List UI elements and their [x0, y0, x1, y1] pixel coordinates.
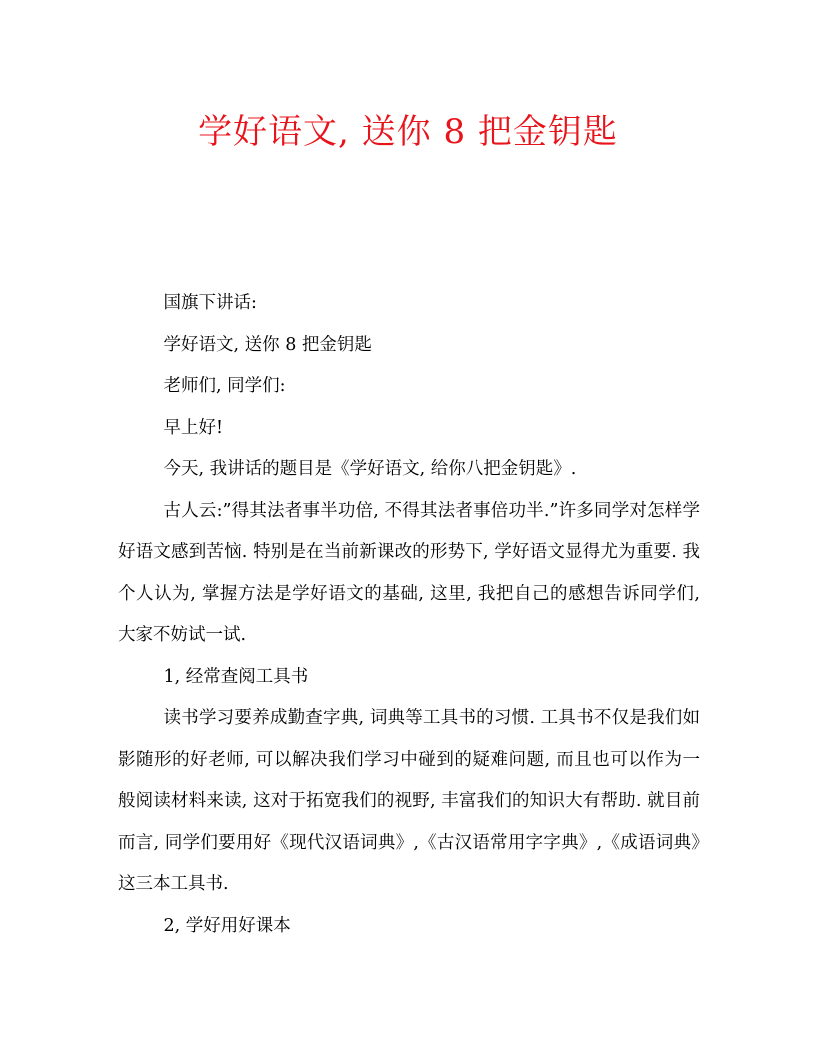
document-body [118, 283, 700, 947]
document-title: 学好语文, 送你 8 把金钥匙 [198, 112, 618, 152]
paragraph-greeting: 早上好! [163, 417, 224, 438]
section-heading-1: 1, 经常查阅工具书 [163, 666, 309, 687]
paragraph-topic: 学好语文, 送你 8 把金钥匙 [163, 334, 372, 355]
paragraph-quote: 古人云:”得其法者事半功倍, 不得其法者事倍功半.”许多同学对怎样学好语文感到苦恼. 特别是在当前新课改的形势下, 学好语文显得尤为重要. 我个人认为, 掌握方法是学好语文的基础, 这里, 我把自己的感想告诉同学们, 大家不妨试一试. [118, 500, 700, 645]
paragraph-intro: 今天, 我讲话的题目是《学好语文, 给你八把金钥匙》. [163, 459, 577, 479]
paragraph-reference-books: 读书学习要养成勤查字典, 词典等工具书的习惯. 工具书不仅是我们如影随形的好老师, 可以解决我们学习中碰到的疑难问题, 而且也可以作为一般阅读材料来读, 这对于拓宽我们的视野, 丰富我们的知识大有帮助. 就目前而言, 同学们要用好《现代汉语词典》,《古汉语常用字字典》,《成语词典》这三本工具书. [118, 708, 700, 894]
paragraph-salutation: 老师们, 同学们: [163, 376, 286, 396]
paragraph-occasion: 国旗下讲话: [163, 293, 257, 313]
section-heading-2: 2, 学好用好课本 [163, 915, 291, 936]
